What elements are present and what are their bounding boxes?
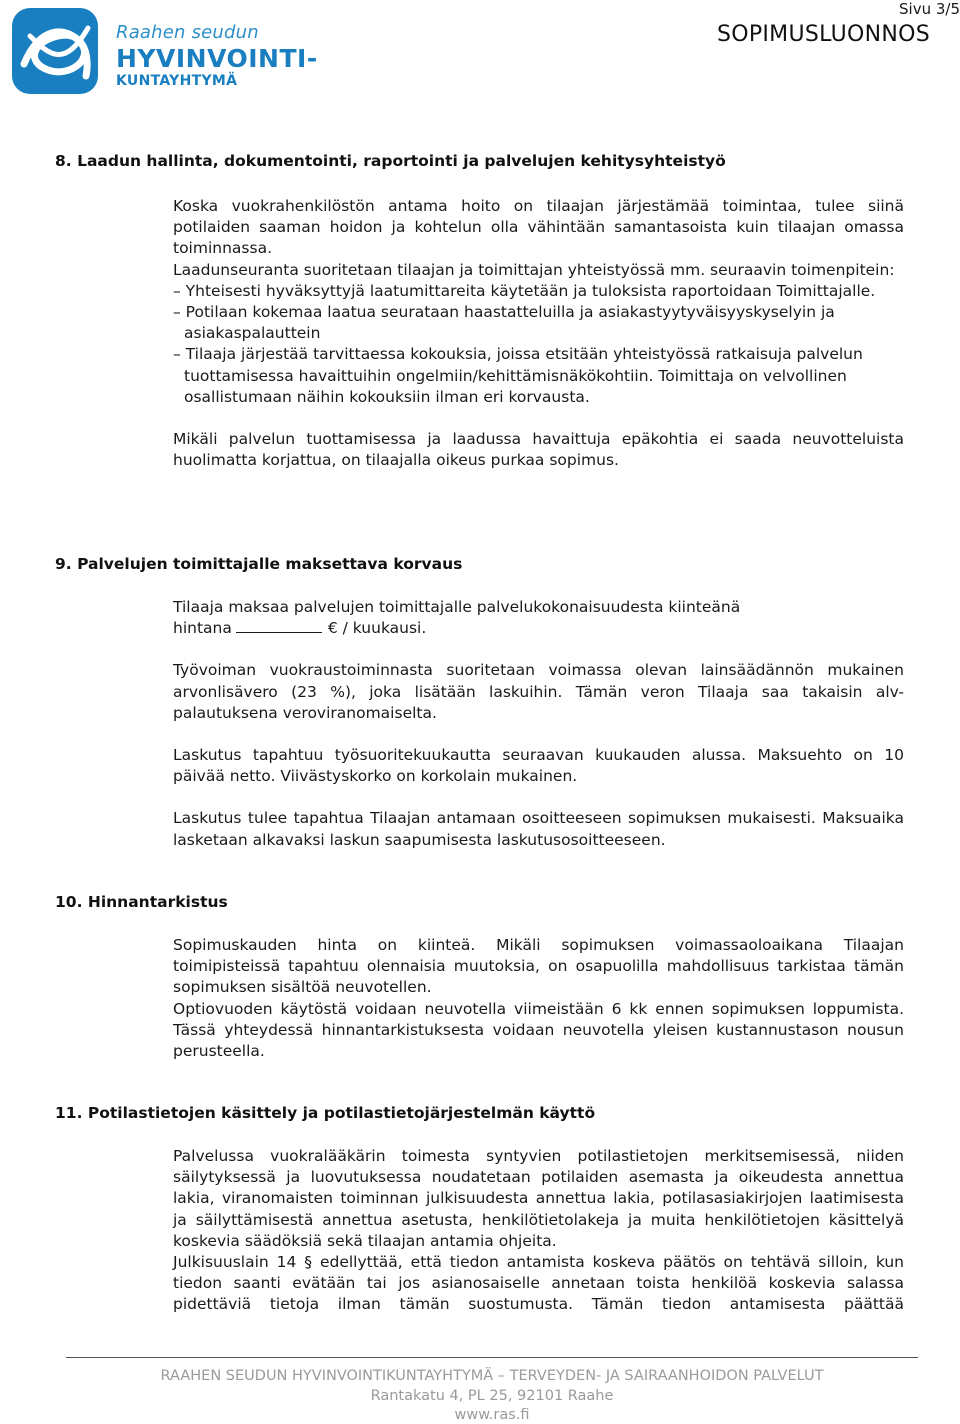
section-10-heading: 10. Hinnantarkistus xyxy=(55,893,228,911)
section-8-bullet-1: – Yhteisesti hyväksyttyjä laatumittareita käytetään ja tuloksista raportoidaan Toimittajalle. xyxy=(173,281,876,300)
section-9-body xyxy=(173,597,904,851)
document-title: SOPIMUSLUONNOS xyxy=(716,22,930,47)
section-8-bullet-2: – Potilaan kokemaa laatua seurataan haastatteluilla ja asiakastyytyväisyyskyselyin ja asiakaspalauttein xyxy=(173,303,835,343)
section-8-paragraph-2: Laadunseuranta suoritetaan tilaajan ja toimittajan yhteistyössä mm. seuraavin toimenpitein: xyxy=(173,260,895,279)
section-9-paragraph-2: Työvoiman vuokraustoiminnasta suoritetaan voimassa olevan lainsäädännön mukainen arvonlisävero (23 %), joka lisätään laskuihin. Tämän veron Tilaaja saa takaisin alv-palautuksena veroviranomaiselta. xyxy=(173,661,904,722)
logo-text-line2: HYVINVOINTI- xyxy=(116,44,318,73)
footer-website: www.ras.fi xyxy=(454,1407,530,1423)
section-9-paragraph-1-line1: Tilaaja maksaa palvelujen toimittajalle palvelukokonaisuudesta kiinteänä xyxy=(173,598,741,616)
section-8-heading: 8. Laadun hallinta, dokumentointi, raportointi ja palvelujen kehitysyhteistyö xyxy=(55,152,726,170)
section-9-paragraph-4: Laskutus tulee tapahtua Tilaajan antamaan osoitteeseen sopimuksen mukaisesti. Maksuaika lasketaan alkavaksi laskun saapumisesta laskutusosoitteeseen. xyxy=(173,809,904,849)
section-10-body xyxy=(173,935,904,1062)
section-11-heading: 11. Potilastietojen käsittely ja potilastietojärjestelmän käyttö xyxy=(55,1104,596,1122)
section-9-paragraph-3: Laskutus tapahtuu työsuoritekuukautta seuraavan kuukauden alussa. Maksuehto on 10 päivää netto. Viivästyskorko on korkolain mukainen. xyxy=(173,746,904,786)
section-9-paragraph-1 xyxy=(173,597,904,639)
footer-organization: RAAHEN SEUDUN HYVINVOINTIKUNTAYHTYMÄ – TERVEYDEN- JA SAIRAANHOIDON PALVELUT xyxy=(160,1368,824,1384)
section-11-paragraph-2: Julkisuuslain 14 § edellyttää, että tiedon antamista koskeva päätös on tehtävä silloin, kun tiedon saanti evätään tai jos asianosaiselle annetaan toista henkilöä koskevia salassa pidettäviä tietoja ilman tämän suostumusta. Tämän tiedon antamisesta päättää xyxy=(173,1253,904,1314)
logo-text-line1: Raahen seudun xyxy=(116,22,259,43)
section-8-body xyxy=(173,196,904,471)
page-number: Sivu 3/5 xyxy=(899,0,960,18)
logo-text-line3: KUNTAYHTYMÄ xyxy=(116,73,238,89)
organization-logo xyxy=(10,6,318,98)
section-11-paragraph-1: Palvelussa vuokralääkärin toimesta syntyvien potilastietojen merkitsemisessä, niiden säilytyksessä ja luovutuksessa noudatetaan potilaiden asemasta ja oikeudesta annettua lakia, viranomaisten toiminnan julkisuudesta annettua lakia, potilasasiakirjojen laatimisesta ja säilyttämisestä annettua asetusta, henkilötietolakeja ja muita henkilötietojen käsittelyä koskevia säädöksiä sekä tilaajan antamia ohjeita. xyxy=(173,1147,904,1250)
section-8-bullet-3: – Tilaaja järjestää tarvittaessa kokouksia, joissa etsitään yhteistyössä ratkaisuja palvelun tuottamisessa havaittuihin ongelmiin/kehittämisnäkökohtiin. Toimittaja on velvollinen osallistumaan näihin kokouksiin ilman eri korvausta. xyxy=(173,345,863,406)
price-blank-field xyxy=(236,618,322,633)
section-9-heading: 9. Palvelujen toimittajalle maksettava korvaus xyxy=(55,555,463,573)
section-11-body xyxy=(173,1146,904,1316)
knot-logo-icon xyxy=(10,6,100,96)
footer-address: Rantakatu 4, PL 25, 92101 Raahe xyxy=(370,1388,614,1404)
section-8-paragraph-1: Koska vuokrahenkilöstön antama hoito on tilaajan järjestämää toimintaa, tulee siinä potilaiden saaman hoidon ja kohtelun olla vähintään samantasoista kuin tilaajan omassa toiminnassa. xyxy=(173,197,904,258)
section-8-paragraph-3: Mikäli palvelun tuottamisessa ja laadussa havaittuja epäkohtia ei saada neuvotteluista huolimatta korjattua, on tilaajalla oikeus purkaa sopimus. xyxy=(173,430,904,470)
section-10-paragraph-1: Sopimuskauden hinta on kiinteä. Mikäli sopimuksen voimassaoloaikana Tilaajan toimipisteissä tapahtuu olennaisia muutoksia, on osapuolilla mahdollisuus tarkistaa tämän sopimuksen sisältöä neuvotellen. xyxy=(173,936,904,997)
footer-divider xyxy=(66,1357,918,1358)
section-9-price-suffix: € / kuukausi. xyxy=(327,619,427,638)
section-9-price-prefix: hintana xyxy=(173,619,232,638)
section-10-paragraph-2: Optiovuoden käytöstä voidaan neuvotella viimeistään 6 kk ennen sopimuksen loppumista. Tässä yhteydessä hinnantarkistuksesta voidaan neuvotella yleisen kustannustason nousun perusteella. xyxy=(173,999,904,1061)
